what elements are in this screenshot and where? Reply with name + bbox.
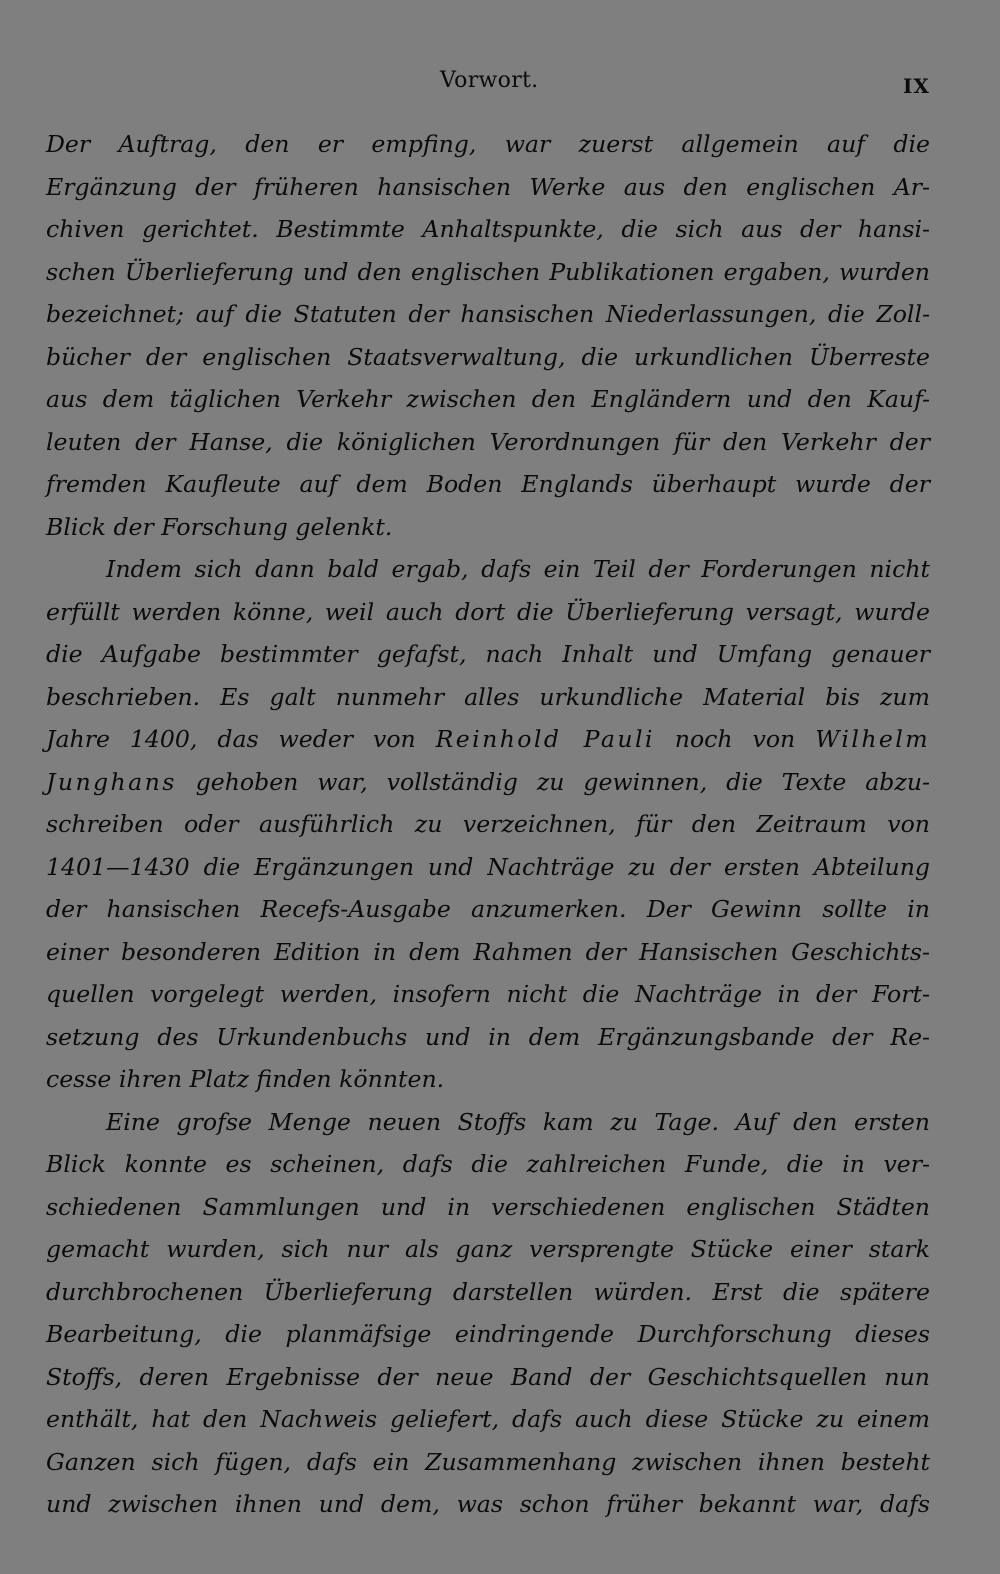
line-text: Jahre 1400, das weder von <box>46 725 436 753</box>
text-line: bezeichnet; auf die Statuten der hansischen Niederlassungen, die Zoll- <box>46 300 930 328</box>
page-number: IX <box>903 74 930 98</box>
page-header <box>0 62 1000 102</box>
text-line: leuten der Hanse, die königlichen Verordnungen für den Verkehr der <box>46 427 930 456</box>
text-line: fremden Kaufleute auf dem Boden Englands überhaupt wurde der <box>46 470 930 498</box>
text-line: Stoffs, deren Ergebnisse der neue Band der Geschichtsquellen nun <box>46 1362 930 1391</box>
text-line: Ganzen sich fügen, dafs ein Zusammenhang zwischen ihnen besteht <box>46 1447 930 1476</box>
person-name: Wilhelm <box>815 725 930 753</box>
text-line: setzung des Urkundenbuchs und in dem Ergänzungsbande der Re- <box>46 1022 930 1051</box>
text-line: Der Auftrag, den er empfing, war zuerst allgemein auf die <box>46 130 930 158</box>
text-line: die Aufgabe bestimmter gefafst, nach Inhalt und Umfang genauer <box>46 640 930 668</box>
text-line: der hansischen Recefs-Ausgabe anzumerken. Der Gewinn sollte in <box>46 895 930 923</box>
body-text <box>46 123 930 1526</box>
text-line: erfüllt werden könne, weil auch dort die Überlieferung versagt, wurde <box>46 597 930 626</box>
text-line: 1401—1430 die Ergänzungen und Nachträge zu der ersten Abteilung <box>46 852 930 881</box>
line-text: gehoben war, vollständig zu gewinnen, die Texte abzu- <box>176 767 930 796</box>
text-line: cesse ihren Platz finden könnten. <box>46 1065 445 1093</box>
text-line: schen Überlieferung und den englischen Publikationen ergaben, wurden <box>46 257 930 286</box>
text-line: Ergänzung der früheren hansischen Werke aus den englischen Ar- <box>46 172 930 201</box>
person-name: Reinhold Pauli <box>435 725 655 753</box>
text-line: einer besonderen Edition in dem Rahmen der Hansischen Geschichts- <box>46 937 930 966</box>
running-title: Vorwort. <box>440 68 539 93</box>
text-line: aus dem täglichen Verkehr zwischen den Engländern und den Kauf- <box>46 385 930 413</box>
line-text: noch von <box>654 725 816 753</box>
text-line: beschrieben. Es galt nunmehr alles urkundliche Material bis zum <box>46 682 930 711</box>
text-line: Bearbeitung, die planmäfsige eindringende Durchforschung dieses <box>46 1320 930 1348</box>
text-line: Blick der Forschung gelenkt. <box>46 512 393 541</box>
text-line: enthält, hat den Nachweis geliefert, dafs auch diese Stücke zu einem <box>46 1405 930 1433</box>
text-line: Eine grofse Menge neuen Stoffs kam zu Tage. Auf den ersten <box>106 1107 930 1136</box>
text-line: Indem sich dann bald ergab, dafs ein Teil der Forderungen nicht <box>106 555 930 583</box>
text-line: schiedenen Sammlungen und in verschiedenen englischen Städten <box>46 1192 930 1221</box>
text-line: quellen vorgelegt werden, insofern nicht die Nachträge in der Fort- <box>46 980 930 1008</box>
text-line: chiven gerichtet. Bestimmte Anhaltspunkte, die sich aus der hansi- <box>46 215 930 243</box>
text-line: Blick konnte es scheinen, dafs die zahlreichen Funde, die in ver- <box>46 1150 930 1178</box>
text-line: und zwischen ihnen und dem, was schon früher bekannt war, dafs <box>46 1490 930 1518</box>
text-line: schreiben oder ausführlich zu verzeichnen, für den Zeitraum von <box>46 810 930 838</box>
person-name: Junghans <box>46 767 177 796</box>
text-line <box>46 761 930 804</box>
text-line <box>46 718 930 761</box>
text-line: gemacht wurden, sich nur als ganz versprengte Stücke einer stark <box>46 1235 930 1263</box>
text-line: bücher der englischen Staatsverwaltung, die urkundlichen Überreste <box>46 342 930 371</box>
text-line: durchbrochenen Überlieferung darstellen würden. Erst die spätere <box>46 1277 930 1306</box>
